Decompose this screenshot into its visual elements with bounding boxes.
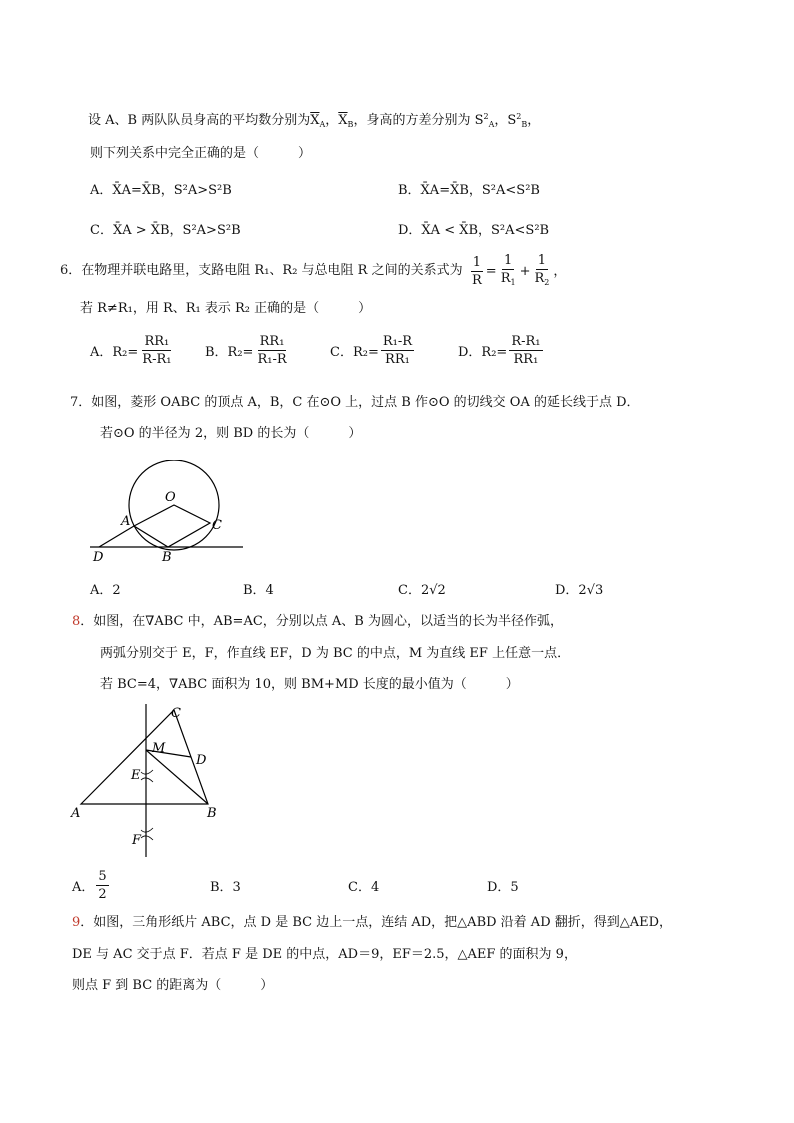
label-d: D xyxy=(196,753,207,768)
label-o: O xyxy=(165,490,176,505)
q5-option-b[interactable]: B．X̄A=X̄B，S²A<S²B xyxy=(398,183,540,198)
q5-sup: 2 xyxy=(516,112,522,121)
q8-option-b[interactable]: B．3 xyxy=(210,880,241,895)
q5-option-d[interactable]: D．X̄A < X̄B，S²A<S²B xyxy=(398,223,550,238)
question-number: 8 xyxy=(72,614,81,629)
q8-option-c[interactable]: C．4 xyxy=(348,880,380,895)
q9-text: ．如图，三角形纸片 ABC，点 D 是 BC 边上一点，连结 AD，把△ABD 沿着 AD 翻折，得到△AED， xyxy=(80,915,673,930)
q7-stem-line1 xyxy=(70,394,640,412)
q5-text: ，身高的方差分别为 S xyxy=(353,113,484,128)
question-number: 9 xyxy=(72,915,81,930)
q8-stem-line2: 两弧分别交于 E，F，作直线 EF，D 为 BC 的中点，M 为直线 EF 上任意一点． xyxy=(100,646,571,661)
q5-sub: B xyxy=(347,120,354,129)
q8-a-denominator: 2 xyxy=(98,887,107,902)
q5-mean-a: $\overline{X}$ xyxy=(310,113,320,128)
q5-sub: B xyxy=(521,120,528,129)
label-b: B xyxy=(162,550,172,565)
q6-option-d[interactable] xyxy=(458,333,545,368)
q7-option-a[interactable]: A．2 xyxy=(90,583,121,598)
label-c: C xyxy=(171,706,181,721)
q6-option-a[interactable] xyxy=(90,333,175,368)
label-e: E xyxy=(131,768,141,783)
q6-stem-line2: 若 R≠R₁，用 R、R₁ 表示 R₂ 正确的是（ ） xyxy=(80,301,372,316)
q5-stem-line2: 则下列关系中完全正确的是（ ） xyxy=(90,146,312,161)
q5-option-c[interactable]: C．X̄A > X̄B，S²A>S²B xyxy=(90,223,241,238)
q9-stem-line3: 则点 F 到 BC 的距离为（ ） xyxy=(72,978,274,993)
arc-mark-e xyxy=(141,770,153,782)
option-label: D．R₂= xyxy=(458,345,508,360)
q5-sup: 2 xyxy=(483,112,489,121)
q8-stem-line1 xyxy=(72,613,563,631)
segment-ad xyxy=(99,526,134,547)
q6-stem-line1 xyxy=(60,262,463,280)
q6-formula: $\frac{1}{R}$ = $\frac{1}{R_1}$ + $\frac{1}{R_2}$ ， xyxy=(468,252,566,291)
q7-option-c[interactable]: C．2√2 xyxy=(398,583,446,598)
q8-stem-line3: 若 BC=4，∇ABC 面积为 10，则 BM+MD 长度的最小值为（ ） xyxy=(100,677,519,692)
q6-b-denominator: R₁-R xyxy=(257,352,287,367)
q5-stem-line1 xyxy=(88,108,540,134)
option-label: A．R₂= xyxy=(90,345,139,360)
q6-option-b[interactable] xyxy=(205,333,291,368)
q6-c-denominator: RR₁ xyxy=(385,352,410,367)
q7-text: ．如图，菱形 OABC 的顶点 A，B，C 在⊙O 上，过点 B 作⊙O 的切线交 OA 的延长线于点 D． xyxy=(78,395,640,410)
q5-sub: A xyxy=(488,120,495,129)
q6-option-c[interactable] xyxy=(330,333,416,368)
q5-text: ， xyxy=(527,113,541,128)
label-f: F xyxy=(132,833,142,848)
q8-figure xyxy=(65,700,230,860)
q6-c-numerator: R₁-R xyxy=(382,334,413,349)
label-m: M xyxy=(152,741,166,756)
q7-option-b[interactable]: B．4 xyxy=(243,583,274,598)
q6-a-numerator: RR₁ xyxy=(144,334,170,349)
q7-stem-line2: 若⊙O 的半径为 2，则 BD 的长为（ ） xyxy=(100,426,362,441)
q9-stem-line1 xyxy=(72,914,672,932)
option-label: C．R₂= xyxy=(330,345,379,360)
label-d: D xyxy=(93,550,104,565)
q5-sep: ， xyxy=(325,113,339,128)
label-a: A xyxy=(121,514,131,529)
q6-text: ．在物理并联电路里，支路电阻 R₁、R₂ 与总电阻 R 之间的关系式为 xyxy=(68,263,463,278)
q6-a-denominator: R-R₁ xyxy=(142,352,172,367)
q8-option-d[interactable]: D．5 xyxy=(487,880,519,895)
q6-d-denominator: RR₁ xyxy=(513,352,539,367)
arc-mark-f xyxy=(141,828,153,840)
label-b: B xyxy=(207,806,217,821)
q5-text: 设 A、B 两队队员身高的平均数分别为 xyxy=(88,113,311,128)
question-number: 7 xyxy=(70,395,79,410)
q5-text: ，S xyxy=(494,113,517,128)
q5-option-a[interactable]: A．X̄A=X̄B，S²A>S²B xyxy=(90,183,232,198)
q6-b-numerator: RR₁ xyxy=(259,334,285,349)
q8-option-a[interactable] xyxy=(72,868,111,903)
q7-figure xyxy=(85,460,250,570)
q9-stem-line2: DE 与 AC 交于点 F．若点 F 是 DE 的中点，AD＝9，EF＝2.5，△AEF 的面积为 9， xyxy=(72,947,577,962)
q7-option-d[interactable]: D．2√3 xyxy=(555,583,604,598)
formula-frac-1-over-r: $\frac{1}{R}$ xyxy=(472,255,482,288)
rhombus-oabc xyxy=(134,505,210,547)
q5-sub: A xyxy=(319,120,326,129)
formula-frac-1-over-r1: $\frac{1}{R_1}$ xyxy=(500,253,516,287)
option-label: B．R₂= xyxy=(205,345,254,360)
question-number: 6 xyxy=(60,263,69,278)
q5-mean-b: $\overline{X}$ xyxy=(338,113,348,128)
q8-text: ．如图，在∇ABC 中，AB=AC，分别以点 A、B 为圆心，以适当的长为半径作弧， xyxy=(80,614,563,629)
formula-frac-1-over-r2: $\frac{1}{R_2}$ xyxy=(534,253,550,287)
option-label: A． xyxy=(72,880,95,895)
label-a: A xyxy=(71,806,81,821)
q6-d-numerator: R-R₁ xyxy=(511,334,541,349)
label-c: C xyxy=(212,518,222,533)
q8-a-numerator: 5 xyxy=(98,869,107,884)
